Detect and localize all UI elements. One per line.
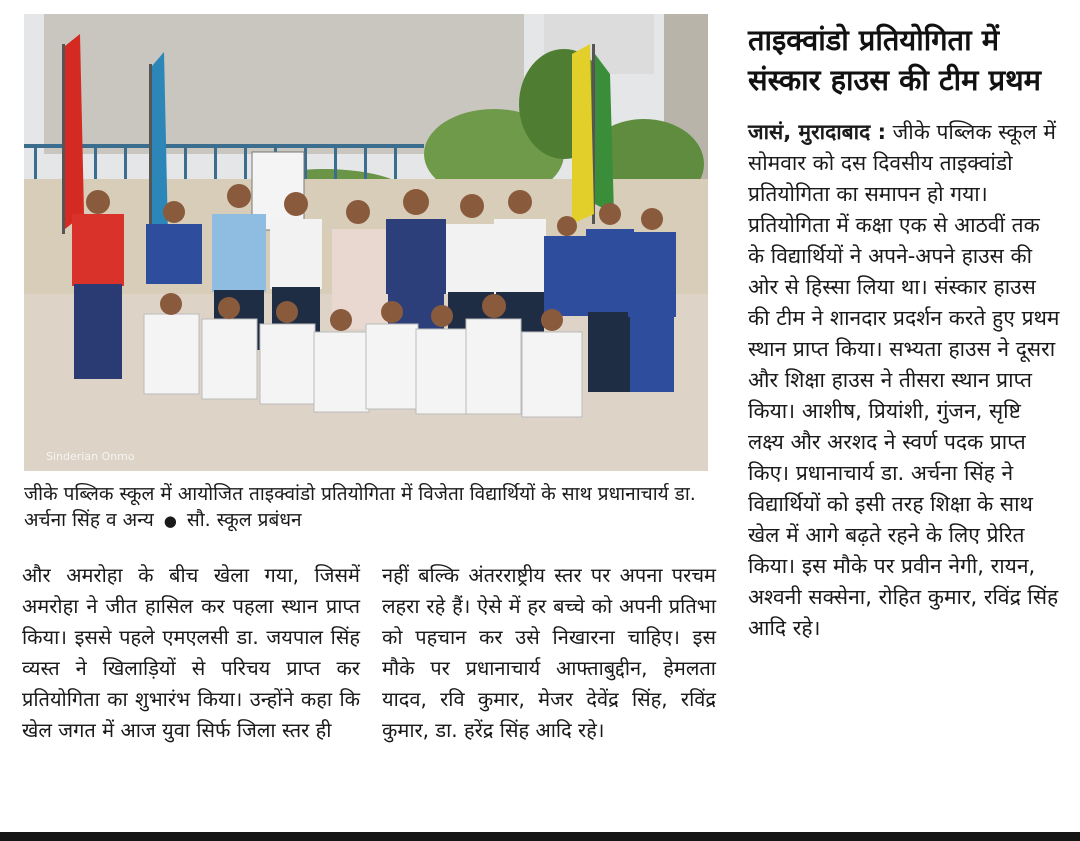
caption-separator: ● bbox=[163, 512, 177, 530]
left-article-column-2: नहीं बल्कि अंतरराष्ट्रीय स्तर पर अपना परचम लहरा रहे हैं। ऐसे में हर बच्चे को अपनी प्रतिभा को पहचान कर उसे निखारना चाहिए। इस मौके पर प्रधानाचार्य आफ्ताबुद्दीन, हेमलता यादव, रवि कुमार, मेजर देवेंद्र सिंह, रविंद्र कुमार, डा. हरेंद्र सिंह आदि रहे। bbox=[382, 563, 716, 742]
caption-text: जीके पब्लिक स्कूल में आयोजित ताइक्वांडो प्रतियोगिता में विजेता विद्यार्थियों के साथ प्रधानाचार्य डा. अर्चना सिंह व अन्य bbox=[24, 483, 696, 531]
photo-watermark: Sinderian Onmo bbox=[46, 450, 135, 463]
bottom-divider-bar bbox=[0, 832, 1080, 841]
left-article-column-1: और अमरोहा के बीच खेला गया, जिसमें अमरोहा ने जीत हासिल कर पहला स्थान प्राप्त किया। इससे पहले एमएलसी डा. जयपाल सिंह व्यस्त ने खिलाड़ियों से परिचय प्राप्त कर प्रतियोगिता का शुभारंभ किया। उन्होंने कहा कि खेल जगत में आज युवा सिर्फ जिला स्तर ही bbox=[22, 563, 360, 742]
right-article-body bbox=[748, 117, 1060, 644]
caption-credit: सौ. स्कूल प्रबंधन bbox=[186, 509, 302, 531]
photo-caption bbox=[24, 481, 714, 534]
news-photo bbox=[24, 14, 708, 471]
photo-illustration bbox=[24, 14, 708, 471]
dateline: जासं, मुरादाबाद : bbox=[748, 120, 886, 144]
right-article-text: जीके पब्लिक स्कूल में सोमवार को दस दिवसीय ताइक्वांडो प्रतियोगिता का समापन हो गया। प्रतियोगिता में कक्षा एक से आठवीं तक के विद्यार्थियों ने अपने-अपने हाउस की ओर से हिस्सा लिया था। संस्कार हाउस की टीम ने शानदार प्रदर्शन करते हुए प्रथम स्थान प्राप्त किया। सभ्यता हाउस ने दूसरा और शिक्षा हाउस ने तीसरा स्थान प्राप्त किया। आशीष, प्रियांशी, गुंजन, सृष्टि लक्ष्य और अरशद ने स्वर्ण पदक प्राप्त किए। प्रधानाचार्य डा. अर्चना सिंह ने विद्यार्थियों को इसी तरह शिक्षा के साथ खेल में आगे बढ़ते रहने के लिए प्रेरित किया। इस मौके पर प्रवीन नेगी, रायन, अश्वनी सक्सेना, रोहित कुमार, रविंद्र सिंह आदि रहे। bbox=[748, 120, 1060, 640]
right-article-headline: ताइक्वांडो प्रतियोगिता में संस्कार हाउस की टीम प्रथम bbox=[748, 23, 1041, 97]
